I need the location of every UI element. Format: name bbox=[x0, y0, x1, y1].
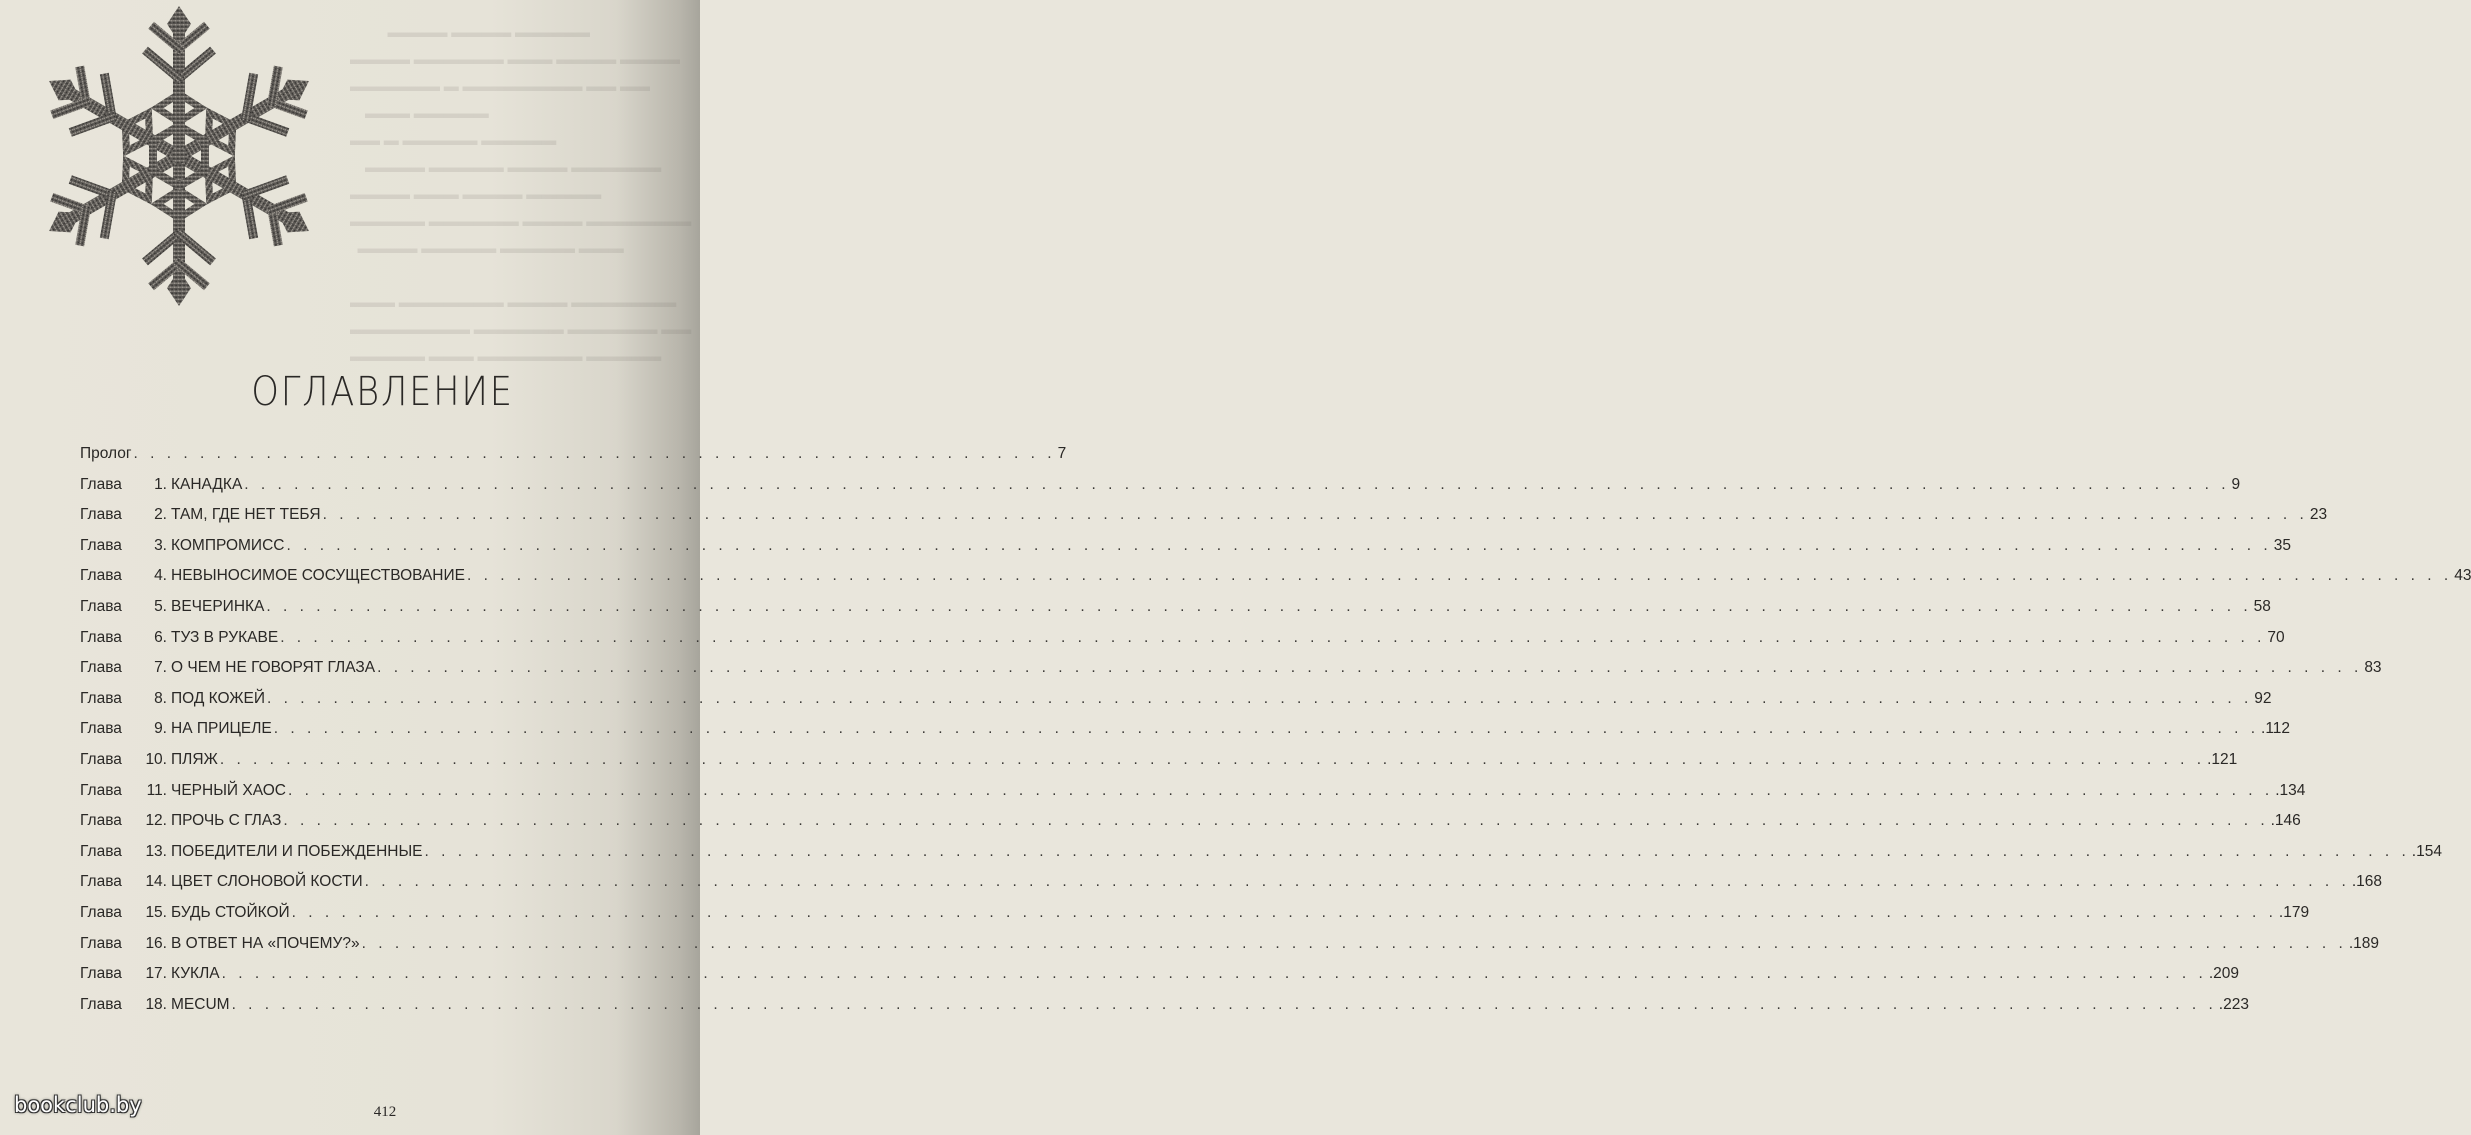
toc-row[interactable] bbox=[80, 628, 2285, 660]
page-title: ОГЛАВЛЕНИЕ bbox=[251, 369, 514, 415]
toc-chapter-title: БУДЬ СТОЙКОЙ bbox=[171, 903, 290, 921]
dot-leader: . . . . . . . . . . . . . . . . . . . . . . . . . . . . . . . . . . . . . . . . . . . . . . . . . . . . . . . . . . . . . . . . . . . . . . . . . . . . . . . . . . . . . . . . . . . . . . . . . . . . . . . . . . . . . . . . . . . . . . . . bbox=[377, 659, 2363, 677]
toc-chapter-label: Глава bbox=[80, 506, 122, 524]
page-number-footer: 412 bbox=[373, 1104, 397, 1120]
dot-leader: . . . . . . . . . . . . . . . . . . . . . . . . . . . . . . . . . . . . . . . . . . . . . . . . . . . . . . . . bbox=[133, 445, 1056, 462]
toc-row[interactable] bbox=[80, 475, 2241, 507]
toc-row[interactable] bbox=[80, 842, 2442, 874]
toc-chapter-label: Глава bbox=[80, 903, 122, 921]
toc-chapter-number: 15. bbox=[145, 903, 167, 921]
toc-page-number: .121 bbox=[2207, 750, 2238, 768]
toc-chapter-number: 2. bbox=[154, 506, 167, 524]
toc-row[interactable] bbox=[80, 536, 2291, 568]
toc-chapter-title: КУКЛА bbox=[171, 965, 220, 983]
toc-page-number: 83 bbox=[2364, 659, 2382, 677]
dot-leader: . . . . . . . . . . . . . . . . . . . . . . . . . . . . . . . . . . . . . . . . . . . . . . . . . . . . . . . . . . . . . . . . . . . . . . . . . . . . . . . . . . . . . . . . . . . . . . . . . . . . . . . . . . . . . . . . . . . . . . . . bbox=[322, 506, 2308, 524]
toc-chapter-number: 4. bbox=[154, 567, 167, 585]
toc-row[interactable] bbox=[80, 506, 2328, 537]
toc-chapter-title: ПЛЯЖ bbox=[171, 750, 218, 768]
toc-chapter-title: ЦВЕТ СЛОНОВОЙ КОСТИ bbox=[171, 873, 363, 891]
toc-row[interactable] bbox=[80, 720, 2291, 751]
toc-chapter-title: ТУЗ В РУКАВЕ bbox=[171, 628, 279, 646]
dot-leader: . . . . . . . . . . . . . . . . . . . . . . . . . . . . . . . . . . . . . . . . . . . . . . . . . . . . . . . . . . . . . . . . . . . . . . . . . . . . . . . . . . . . . . . . . . . . . . . . . . . . . . . . . . . . . . . . . . . . . . . . bbox=[219, 750, 2206, 768]
toc-chapter-number: 18. bbox=[145, 995, 167, 1013]
toc-row[interactable] bbox=[80, 750, 2238, 782]
toc-page-number: .112 bbox=[2261, 720, 2291, 738]
toc-chapter-label: Глава bbox=[80, 659, 122, 677]
toc-chapter-label: Глава bbox=[80, 689, 122, 707]
toc-page-number: .223 bbox=[2218, 995, 2249, 1013]
toc-chapter-label: Глава bbox=[80, 812, 122, 830]
toc-row[interactable] bbox=[80, 659, 2382, 690]
bleed-through-text: ▬▬▬▬ ▬▬▬▬ ▬▬▬▬▬ ▬▬▬▬ ▬▬▬▬▬▬ ▬▬▬ ▬▬▬▬ ▬▬▬▬ ▬▬▬▬▬▬ ▬ ▬▬▬▬▬▬▬▬ ▬▬ ▬▬ ▬▬▬ ▬▬▬▬▬ ▬▬ ▬ ▬▬▬▬▬ ▬▬▬▬▬ ▬▬▬▬ ▬▬▬▬▬ ▬▬▬▬ ▬▬▬▬▬▬ ▬▬▬▬ ▬▬▬ ▬▬▬▬ ▬▬▬▬▬ ▬▬▬▬▬ ▬▬▬▬▬▬ ▬▬▬▬ ▬▬▬▬▬▬▬ ▬▬▬▬ ▬▬▬▬▬ ▬▬▬▬▬ ▬▬▬ ▬▬▬ ▬▬▬▬▬▬▬ ▬▬▬▬ ▬▬▬▬▬▬▬ ▬▬▬▬▬▬▬▬ ▬▬▬▬▬▬ ▬▬▬▬▬▬ ▬▬ ▬▬▬▬▬ ▬▬▬ ▬▬▬▬▬▬▬ ▬▬▬▬▬ bbox=[350, 25, 692, 365]
toc-chapter-label: Глава bbox=[80, 934, 122, 952]
toc-chapter-label: Глава bbox=[80, 475, 122, 493]
toc-page-number: 92 bbox=[2254, 689, 2272, 707]
toc-page-number: .154 bbox=[2411, 842, 2442, 860]
toc-chapter-number: 7. bbox=[154, 659, 167, 677]
dot-leader: . . . . . . . . . . . . . . . . . . . . . . . . . . . . . . . . . . . . . . . . . . . . . . . . . . . . . . . . . . . . . . . . . . . . . . . . . . . . . . . . . . . . . . . . . . . . . . . . . . . . . . . . . . . . . . . . . . . . . . . . bbox=[286, 536, 2272, 554]
dot-leader: . . . . . . . . . . . . . . . . . . . . . . . . . . . . . . . . . . . . . . . . . . . . . . . . . . . . . . . . . . . . . . . . . . . . . . . . . . . . . . . . . . . . . . . . . . . . . . . . . . . . . . . . . . . . . . . . . . . . . . . . bbox=[283, 812, 2269, 830]
toc-chapter-label: Глава bbox=[80, 873, 122, 891]
toc-row[interactable] bbox=[80, 597, 2271, 629]
table-of-contents bbox=[80, 445, 2471, 1026]
toc-chapter-label: Глава bbox=[80, 965, 122, 983]
toc-row[interactable] bbox=[80, 965, 2239, 996]
toc-chapter-number: 16. bbox=[145, 934, 167, 952]
toc-row[interactable] bbox=[80, 903, 2310, 935]
toc-chapter-number: 13. bbox=[145, 842, 167, 860]
toc-chapter-title: ВЕЧЕРИНКА bbox=[171, 597, 265, 615]
toc-row[interactable] bbox=[80, 781, 2306, 813]
toc-chapter-title: ПРОЧЬ С ГЛАЗ bbox=[171, 812, 282, 830]
toc-row[interactable] bbox=[80, 567, 2471, 598]
toc-row[interactable] bbox=[80, 689, 2272, 721]
toc-row-prologue[interactable] bbox=[80, 445, 1067, 476]
toc-chapter-title: О ЧЕМ НЕ ГОВОРЯТ ГЛАЗА bbox=[171, 659, 376, 677]
toc-chapter-number: 10. bbox=[145, 750, 167, 768]
dot-leader: . . . . . . . . . . . . . . . . . . . . . . . . . . . . . . . . . . . . . . . . . . . . . . . . . . . . . . . . . . . . . . . . . . . . . . . . . . . . . . . . . . . . . . . . . . . . . . . . . . . . . . . . . . . . . . . . . . . . . . . . bbox=[280, 628, 2266, 646]
toc-row[interactable] bbox=[80, 812, 2301, 843]
dot-leader: . . . . . . . . . . . . . . . . . . . . . . . . . . . . . . . . . . . . . . . . . . . . . . . . . . . . . . . . . . . . . . . . . . . . . . . . . . . . . . . . . . . . . . . . . . . . . . . . . . . . . . . . . . . . . . . . . . . . . . . . bbox=[244, 475, 2230, 493]
toc-chapter-title: ПОД КОЖЕЙ bbox=[171, 689, 266, 707]
toc-chapter-title: НА ПРИЦЕЛЕ bbox=[171, 720, 272, 738]
toc-page-number: 70 bbox=[2267, 628, 2285, 646]
toc-chapter-number: 8. bbox=[154, 689, 167, 707]
dot-leader: . . . . . . . . . . . . . . . . . . . . . . . . . . . . . . . . . . . . . . . . . . . . . . . . . . . . . . . . . . . . . . . . . . . . . . . . . . . . . . . . . . . . . . . . . . . . . . . . . . . . . . . . . . . . . . . . . . . . . . . . bbox=[267, 689, 2253, 707]
dot-leader: . . . . . . . . . . . . . . . . . . . . . . . . . . . . . . . . . . . . . . . . . . . . . . . . . . . . . . . . . . . . . . . . . . . . . . . . . . . . . . . . . . . . . . . . . . . . . . . . . . . . . . . . . . . . . . . . . . . . . . . . bbox=[361, 934, 2347, 952]
toc-chapter-number: 12. bbox=[145, 812, 167, 830]
toc-page-number: 35 bbox=[2273, 536, 2291, 554]
toc-chapter-number: 14. bbox=[145, 873, 167, 891]
toc-chapter-title: ТАМ, ГДЕ НЕТ ТЕБЯ bbox=[171, 506, 321, 524]
dot-leader: . . . . . . . . . . . . . . . . . . . . . . . . . . . . . . . . . . . . . . . . . . . . . . . . . . . . . . . . . . . . . . . . . . . . . . . . . . . . . . . . . . . . . . . . . . . . . . . . . . . . . . . . . . . . . . . . . . . . . . . . bbox=[273, 720, 2260, 738]
toc-chapter-title: MECUM bbox=[171, 995, 230, 1013]
snowflake-icon bbox=[18, 6, 340, 306]
toc-chapter-label: Глава bbox=[80, 567, 122, 585]
toc-page-number: .168 bbox=[2351, 873, 2383, 891]
toc-chapter-number: 1. bbox=[154, 475, 167, 493]
toc-row[interactable] bbox=[80, 934, 2380, 966]
toc-chapter-label: Глава bbox=[80, 536, 122, 554]
dot-leader: . . . . . . . . . . . . . . . . . . . . . . . . . . . . . . . . . . . . . . . . . . . . . . . . . . . . . . . . . . . . . . . . . . . . . . . . . . . . . . . . . . . . . . . . . . . . . . . . . . . . . . . . . . . . . . . . . . . . . . . . bbox=[266, 597, 2252, 615]
watermark: bookclub.by bbox=[14, 1093, 142, 1117]
dot-leader: . . . . . . . . . . . . . . . . . . . . . . . . . . . . . . . . . . . . . . . . . . . . . . . . . . . . . . . . . . . . . . . . . . . . . . . . . . . . . . . . . . . . . . . . . . . . . . . . . . . . . . . . . . . . . . . . . . . . . . . . bbox=[231, 995, 2217, 1013]
toc-page-number: 58 bbox=[2253, 597, 2271, 615]
toc-chapter-label: Глава bbox=[80, 597, 122, 615]
dot-leader: . . . . . . . . . . . . . . . . . . . . . . . . . . . . . . . . . . . . . . . . . . . . . . . . . . . . . . . . . . . . . . . . . . . . . . . . . . . . . . . . . . . . . . . . . . . . . . . . . . . . . . . . . . . . . . . . . . . . . . . . bbox=[291, 903, 2277, 921]
toc-page-number: 43 bbox=[2454, 567, 2471, 585]
toc-chapter-title: НЕВЫНОСИМОЕ СОСУЩЕСТВОВАНИЕ bbox=[171, 567, 465, 585]
toc-page-number: .134 bbox=[2275, 781, 2306, 799]
toc-chapter-title: ЧЕРНЫЙ ХАОС bbox=[171, 781, 286, 799]
toc-chapter-title: В ОТВЕТ НА «ПОЧЕМУ?» bbox=[171, 934, 360, 952]
toc-chapter-label: Глава bbox=[80, 750, 122, 768]
toc-chapter-number: 3. bbox=[154, 536, 167, 554]
dot-leader: . . . . . . . . . . . . . . . . . . . . . . . . . . . . . . . . . . . . . . . . . . . . . . . . . . . . . . . . . . . . . . . . . . . . . . . . . . . . . . . . . . . . . . . . . . . . . . . . . . . . . . . . . . . . . . . . . . . . . . . . bbox=[221, 965, 2207, 983]
toc-page-number: 9 bbox=[2231, 475, 2241, 493]
toc-chapter-title: ПОБЕДИТЕЛИ И ПОБЕЖДЕННЫЕ bbox=[171, 842, 423, 860]
toc-chapter-number: 17. bbox=[145, 965, 167, 983]
toc-page-number: .146 bbox=[2270, 812, 2301, 830]
toc-chapter-label: Глава bbox=[80, 995, 122, 1013]
toc-chapter-number: 5. bbox=[154, 597, 167, 615]
toc-chapter-number: 11. bbox=[146, 781, 167, 799]
toc-chapter-list bbox=[80, 475, 2471, 1027]
toc-chapter-title: КАНАДКА bbox=[171, 475, 243, 493]
toc-chapter-label: Глава bbox=[80, 628, 122, 646]
toc-chapter-label: Глава bbox=[80, 781, 122, 799]
toc-page-number: .179 bbox=[2278, 903, 2310, 921]
toc-chapter-number: 9. bbox=[154, 720, 167, 738]
toc-chapter-label: Глава bbox=[80, 720, 122, 738]
toc-row[interactable] bbox=[80, 873, 2383, 904]
toc-chapter-number: 6. bbox=[154, 628, 167, 646]
dot-leader: . . . . . . . . . . . . . . . . . . . . . . . . . . . . . . . . . . . . . . . . . . . . . . . . . . . . . . . . . . . . . . . . . . . . . . . . . . . . . . . . . . . . . . . . . . . . . . . . . . . . . . . . . . . . . . . . . . . . . . . . bbox=[287, 781, 2274, 799]
toc-prologue-title: Пролог bbox=[80, 445, 132, 462]
dot-leader: . . . . . . . . . . . . . . . . . . . . . . . . . . . . . . . . . . . . . . . . . . . . . . . . . . . . . . . . . . . . . . . . . . . . . . . . . . . . . . . . . . . . . . . . . . . . . . . . . . . . . . . . . . . . . . . . . . . . . . . . bbox=[424, 842, 2410, 860]
toc-chapter-title: КОМПРОМИСС bbox=[171, 536, 285, 554]
dot-leader: . . . . . . . . . . . . . . . . . . . . . . . . . . . . . . . . . . . . . . . . . . . . . . . . . . . . . . . . . . . . . . . . . . . . . . . . . . . . . . . . . . . . . . . . . . . . . . . . . . . . . . . . . . . . . . . . . . . . . . . . bbox=[466, 567, 2453, 585]
toc-page-number: .209 bbox=[2208, 965, 2239, 983]
dot-leader: . . . . . . . . . . . . . . . . . . . . . . . . . . . . . . . . . . . . . . . . . . . . . . . . . . . . . . . . . . . . . . . . . . . . . . . . . . . . . . . . . . . . . . . . . . . . . . . . . . . . . . . . . . . . . . . . . . . . . . . . bbox=[364, 873, 2350, 891]
toc-row[interactable] bbox=[80, 995, 2249, 1027]
toc-page-number: 7 bbox=[1057, 445, 1067, 462]
toc-page-number: .189 bbox=[2348, 934, 2380, 952]
toc-chapter-label: Глава bbox=[80, 842, 122, 860]
toc-page-number: 23 bbox=[2309, 506, 2328, 524]
